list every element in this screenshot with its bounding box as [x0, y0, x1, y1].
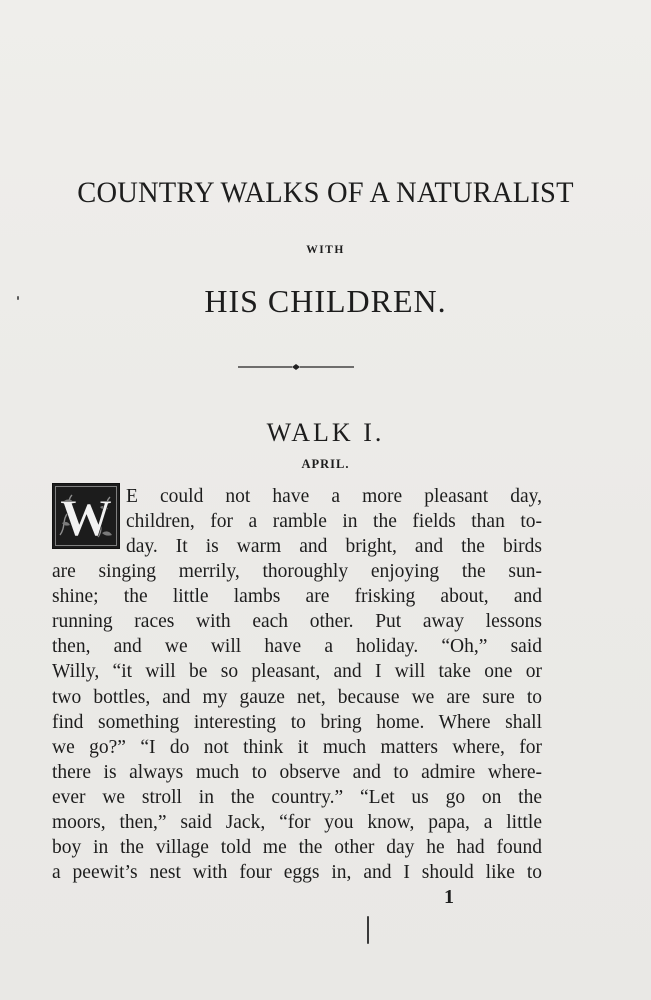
title-with: WITH [306, 244, 345, 256]
text-line: a peewit’s nest with four eggs in, and I should like to [52, 862, 542, 883]
text-line: are singing merrily, thoroughly enjoying the sun- [52, 561, 542, 582]
chapter-subheading: APRIL. [301, 457, 350, 471]
text-line: find something interesting to bring home. Where shall [52, 712, 542, 733]
text-line: Willy, “it will be so pleasant, and I will take one or [52, 661, 542, 682]
text-line: shine; the little lambs are frisking about, and [52, 586, 542, 607]
text-line: children, for a ramble in the fields than to- [126, 511, 542, 532]
title-line-1: COUNTRY WALKS OF A NATURALIST [77, 176, 574, 209]
page-number: 1 [444, 886, 454, 908]
decorated-initial-w [52, 483, 120, 549]
text-line: there is always much to observe and to admire where- [52, 762, 542, 783]
ink-mark [367, 916, 369, 944]
chapter-heading: WALK I. [266, 418, 385, 447]
text-line: moors, then,” said Jack, “for you know, papa, a little [52, 812, 542, 833]
text-line: then, and we will have a holiday. “Oh,” said [52, 636, 542, 657]
text-line: boy in the village told me the other day he had found [52, 837, 542, 858]
text-line: ever we stroll in the country.” “Let us go on the [52, 787, 542, 808]
text-line: E could not have a more pleasant day, [126, 486, 542, 507]
text-line: two bottles, and my gauze net, because we are sure to [52, 687, 542, 708]
text-line: we go?” “I do not think it much matters where, for [52, 737, 542, 758]
ornamental-rule [238, 363, 354, 371]
ink-speck [17, 296, 19, 300]
text-line: running races with each other. Put away lessons [52, 611, 542, 632]
drop-cap-letter: W [60, 490, 112, 547]
title-line-2: HIS CHILDREN. [204, 283, 447, 319]
text-line: day. It is warm and bright, and the birds [126, 536, 542, 557]
